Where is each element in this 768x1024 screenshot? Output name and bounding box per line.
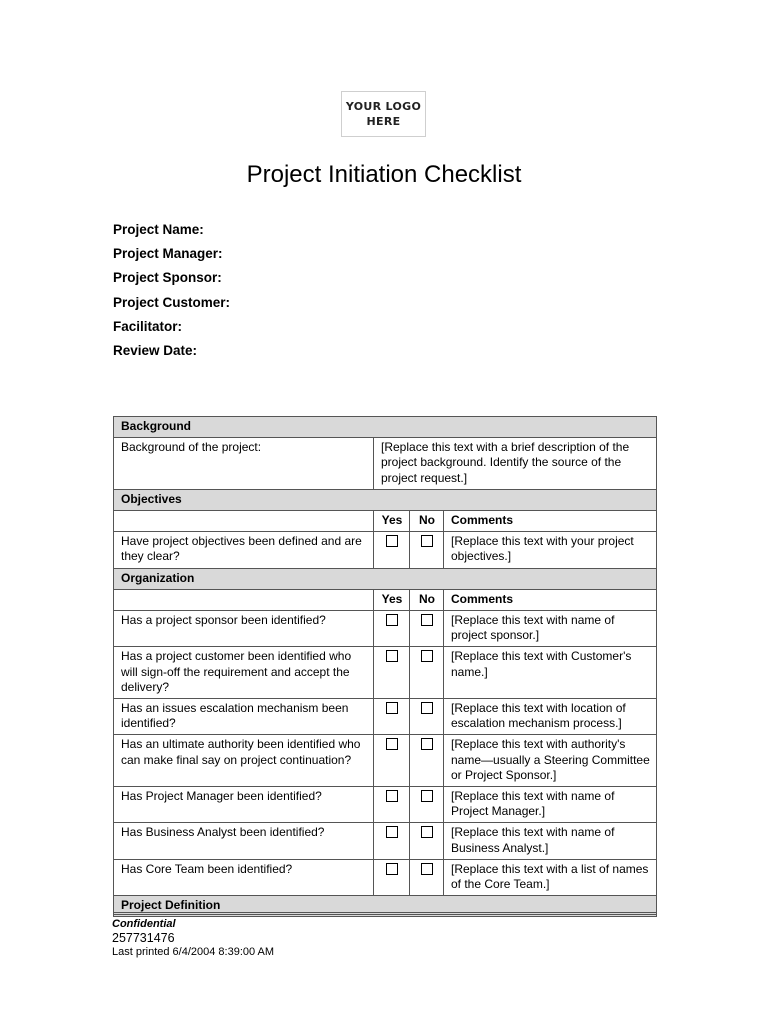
comment-cell: [Replace this text with name of Project Manager.] [444,787,657,823]
yes-checkbox[interactable] [386,614,398,626]
section-title: Organization [114,568,657,589]
no-checkbox[interactable] [421,614,433,626]
field-project-name: Project Name: [113,222,204,237]
table-row [114,611,657,647]
yes-cell [374,859,410,895]
comment-cell: [Replace this text with name of project sponsor.] [444,611,657,647]
table-row [114,823,657,859]
project-info-fields [113,220,230,365]
section-title: Project Definition [114,896,657,917]
table-row [114,699,657,735]
yes-checkbox[interactable] [386,863,398,875]
yes-cell [374,823,410,859]
no-checkbox[interactable] [421,863,433,875]
column-header-empty [114,511,374,532]
checklist-table [113,416,657,917]
comment-cell: [Replace this text with your project objectives.] [444,532,657,568]
column-header-empty [114,589,374,610]
no-cell [410,699,444,735]
column-header-row [114,589,657,610]
table-row [114,647,657,699]
question-cell: Has an issues escalation mechanism been identified? [114,699,374,735]
column-header-no: No [410,589,444,610]
question-cell: Has Project Manager been identified? [114,787,374,823]
table-row [114,438,657,490]
no-cell [410,787,444,823]
footer-confidential: Confidential [112,918,176,930]
section-header-organization [114,568,657,589]
yes-cell [374,532,410,568]
yes-cell [374,699,410,735]
yes-checkbox[interactable] [386,790,398,802]
no-cell [410,823,444,859]
comment-cell: [Replace this text with a list of names of the Core Team.] [444,859,657,895]
column-header-no: No [410,511,444,532]
no-cell [410,611,444,647]
question-cell: Have project objectives been defined and are they clear? [114,532,374,568]
comment-cell: [Replace this text with Customer's name.] [444,647,657,699]
yes-checkbox[interactable] [386,738,398,750]
table-row [114,735,657,787]
question-cell: Has Core Team been identified? [114,859,374,895]
yes-checkbox[interactable] [386,702,398,714]
footer-last-printed: Last printed 6/4/2004 8:39:00 AM [112,946,275,958]
no-cell [410,532,444,568]
no-cell [410,735,444,787]
field-facilitator: Facilitator: [113,318,183,334]
column-header-comments: Comments [444,589,657,610]
table-row [114,787,657,823]
field-project-manager: Project Manager: [113,246,223,262]
no-checkbox[interactable] [421,535,433,547]
table-row [114,532,657,568]
page-footer [112,917,274,959]
yes-checkbox[interactable] [386,650,398,662]
yes-checkbox[interactable] [386,826,398,838]
comment-cell: [Replace this text with location of escalation mechanism process.] [444,699,657,735]
table-row [114,859,657,895]
footer-doc-id: 257731476 [112,931,175,945]
no-checkbox[interactable] [421,702,433,714]
yes-cell [374,735,410,787]
comment-cell: [Replace this text with name of Business Analyst.] [444,823,657,859]
question-cell: Has an ultimate authority been identified who can make final say on project continuation? [114,735,374,787]
footer-divider [113,912,656,915]
logo-placeholder [341,91,426,137]
logo-text-line1: YOUR LOGO [345,100,422,113]
question-cell: Background of the project: [114,438,374,490]
question-cell: Has a project sponsor been identified? [114,611,374,647]
no-checkbox[interactable] [421,650,433,662]
no-cell [410,859,444,895]
comment-cell: [Replace this text with authority's name—usually a Steering Committee or Project Sponsor.] [444,735,657,787]
column-header-row [114,511,657,532]
yes-cell [374,647,410,699]
field-review-date: Review Date: [113,342,198,358]
page-title: Project Initiation Checklist [246,161,522,188]
question-cell: Has a project customer been identified who will sign-off the requirement and accept the delivery? [114,647,374,699]
section-header-objectives [114,489,657,510]
section-title: Background [114,417,657,438]
column-header-yes: Yes [374,511,410,532]
column-header-comments: Comments [444,511,657,532]
yes-checkbox[interactable] [386,535,398,547]
field-project-customer: Project Customer: [113,294,231,310]
logo-text-line2: HERE [366,115,401,128]
section-title: Objectives [114,489,657,510]
yes-cell [374,787,410,823]
answer-cell: [Replace this text with a brief description of the project background. Identify the source of the project request.] [374,438,657,490]
question-cell: Has Business Analyst been identified? [114,823,374,859]
no-checkbox[interactable] [421,826,433,838]
field-project-sponsor: Project Sponsor: [113,270,222,286]
yes-cell [374,611,410,647]
no-checkbox[interactable] [421,738,433,750]
section-header-background [114,417,657,438]
column-header-yes: Yes [374,589,410,610]
no-checkbox[interactable] [421,790,433,802]
no-cell [410,647,444,699]
